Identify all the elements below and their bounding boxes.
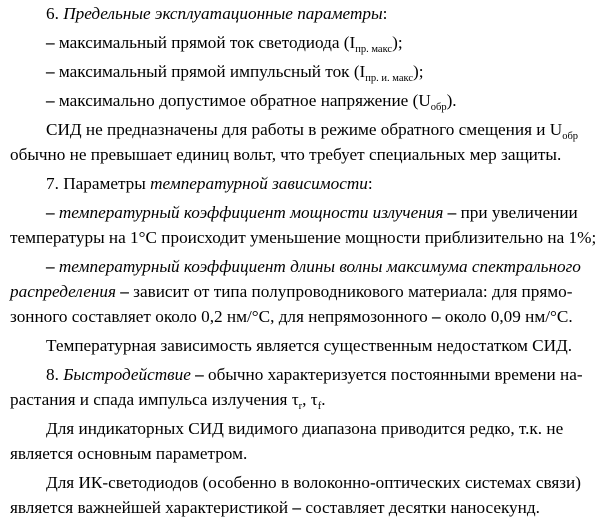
list-item-max-reverse-voltage: – максимально допустимое обратное напряжение $(U_{обр})$. [46, 91, 457, 113]
list-item-temp-wavelength-coef-line2: распределения – зависит от типа полупроводникового материала: для прямо- [10, 282, 573, 301]
list-item-temp-wavelength-coef: – температурный коэффициент длины волны максимума спектрального [46, 257, 581, 276]
paragraph-temperature-drawback: Температурная зависимость является существенным недостатком СИД. [46, 336, 573, 355]
section-6-heading: 6. Предельные эксплуатационные параметры: [46, 4, 388, 23]
paragraph-indicator-leds: Для индикаторных СИД видимого диапазона приводится редко, т.к. не [46, 419, 564, 438]
paragraph-ir-leds: Для ИК-светодиодов (особенно в волоконно-оптических системах связи) [46, 473, 581, 492]
paragraph-ir-leds-cont: является важнейшей характеристикой – составляет десятки наносекунд. [10, 498, 540, 517]
section-8-text-cont: растания и спада импульса излучения $\tau_r$, $\tau_f$. [10, 390, 326, 412]
list-item-max-forward-current: – максимальный прямой ток светодиода $(I_{пр. макс})$; [46, 33, 403, 55]
list-item-temp-power-coef: – температурный коэффициент мощности излучения – при увеличении [46, 203, 578, 222]
list-item-temp-wavelength-coef-line3: зонного составляет около 0,2 нм/°С, для непрямозонного – около 0,09 нм/°С. [10, 307, 573, 326]
paragraph-indicator-leds-cont: является основным параметром. [10, 444, 248, 463]
list-item-temp-power-coef-cont: температуры на 1°С происходит уменьшение мощности приблизительно на 1%; [10, 228, 596, 247]
list-item-max-pulse-current: – максимальный прямой импульсный ток $(I_{пр. и. макс})$; [46, 62, 424, 84]
section-8-heading: 8. Быстродействие – обычно характеризуется постоянными времени на- [46, 365, 583, 384]
section-7-heading: 7. Параметры температурной зависимости: [46, 174, 373, 193]
paragraph-reverse-bias: СИД не предназначены для работы в режиме обратного смещения и $U_{обр}$ [46, 120, 579, 142]
paragraph-reverse-bias-cont: обычно не превышает единиц вольт, что требует специальных мер защиты. [10, 145, 562, 164]
